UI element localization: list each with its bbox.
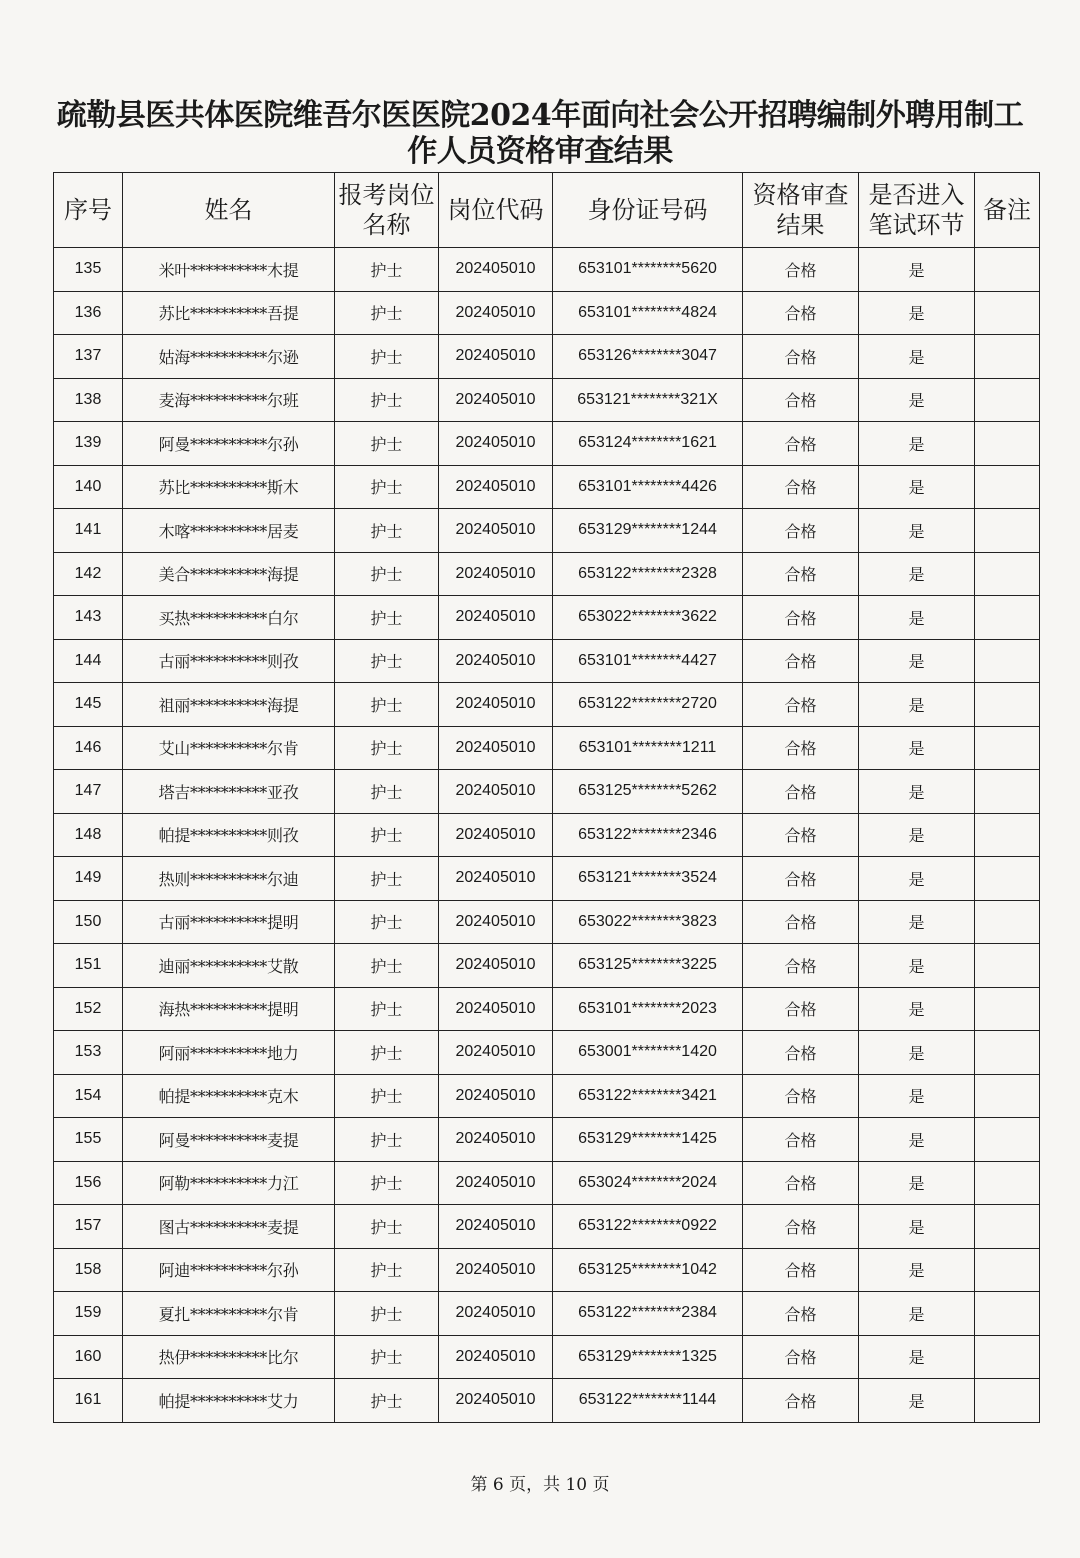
cell-code: 202405010: [439, 944, 553, 988]
cell-code: 202405010: [439, 1205, 553, 1249]
cell-position: 护士: [335, 987, 439, 1031]
cell-id: 653122********2720: [553, 683, 743, 727]
cell-name: 阿迪**********尔孙: [123, 1248, 335, 1292]
cell-id: 653129********1425: [553, 1118, 743, 1162]
cell-written-exam: 是: [859, 857, 975, 901]
cell-position: 护士: [335, 1335, 439, 1379]
cell-note: [975, 248, 1040, 292]
cell-name: 苏比**********斯木: [123, 465, 335, 509]
cell-position: 护士: [335, 857, 439, 901]
cell-index: 139: [54, 422, 123, 466]
table-row: [54, 1335, 1040, 1379]
header-result: 资格审查结果: [743, 173, 859, 248]
cell-id: 653125********5262: [553, 770, 743, 814]
cell-name: 夏扎**********尔肯: [123, 1292, 335, 1336]
cell-code: 202405010: [439, 465, 553, 509]
table-row: [54, 422, 1040, 466]
cell-code: 202405010: [439, 335, 553, 379]
cell-index: 137: [54, 335, 123, 379]
cell-id: 653122********3421: [553, 1074, 743, 1118]
cell-code: 202405010: [439, 1248, 553, 1292]
cell-position: 护士: [335, 291, 439, 335]
cell-position: 护士: [335, 1292, 439, 1336]
cell-index: 154: [54, 1074, 123, 1118]
table-row: [54, 378, 1040, 422]
table-row: [54, 770, 1040, 814]
cell-result: 合格: [743, 944, 859, 988]
cell-note: [975, 291, 1040, 335]
cell-written-exam: 是: [859, 422, 975, 466]
header-id: 身份证号码: [553, 173, 743, 248]
cell-note: [975, 1205, 1040, 1249]
cell-index: 146: [54, 726, 123, 770]
cell-code: 202405010: [439, 509, 553, 553]
cell-index: 141: [54, 509, 123, 553]
table-row: [54, 857, 1040, 901]
page-footer: 第 6 页，共 10 页: [470, 1475, 610, 1495]
cell-written-exam: 是: [859, 726, 975, 770]
cell-index: 159: [54, 1292, 123, 1336]
table-row: [54, 1379, 1040, 1423]
cell-note: [975, 639, 1040, 683]
cell-written-exam: 是: [859, 1074, 975, 1118]
cell-result: 合格: [743, 770, 859, 814]
cell-name: 木喀**********居麦: [123, 509, 335, 553]
cell-position: 护士: [335, 422, 439, 466]
cell-name: 热伊**********比尔: [123, 1335, 335, 1379]
table-row: [54, 1074, 1040, 1118]
cell-code: 202405010: [439, 726, 553, 770]
cell-written-exam: 是: [859, 1031, 975, 1075]
cell-position: 护士: [335, 726, 439, 770]
table-row: [54, 683, 1040, 727]
cell-code: 202405010: [439, 900, 553, 944]
table-row: [54, 596, 1040, 640]
cell-name: 阿曼**********麦提: [123, 1118, 335, 1162]
cell-id: 653125********1042: [553, 1248, 743, 1292]
cell-id: 653001********1420: [553, 1031, 743, 1075]
cell-result: 合格: [743, 683, 859, 727]
cell-name: 祖丽**********海提: [123, 683, 335, 727]
cell-result: 合格: [743, 1074, 859, 1118]
table-row: [54, 944, 1040, 988]
cell-index: 156: [54, 1161, 123, 1205]
table-row: [54, 291, 1040, 335]
cell-result: 合格: [743, 1161, 859, 1205]
cell-id: 653101********4824: [553, 291, 743, 335]
cell-position: 护士: [335, 1118, 439, 1162]
title-line-1: 疏勒县医共体医院维吾尔医医院2024年面向社会公开招聘编制外聘用制工: [56, 98, 1024, 133]
cell-name: 热则**********尔迪: [123, 857, 335, 901]
cell-name: 阿丽**********地力: [123, 1031, 335, 1075]
cell-written-exam: 是: [859, 596, 975, 640]
table-row: [54, 987, 1040, 1031]
cell-id: 653024********2024: [553, 1161, 743, 1205]
cell-note: [975, 552, 1040, 596]
cell-name: 古丽**********则孜: [123, 639, 335, 683]
cell-name: 阿曼**********尔孙: [123, 422, 335, 466]
cell-position: 护士: [335, 1161, 439, 1205]
cell-position: 护士: [335, 378, 439, 422]
cell-position: 护士: [335, 248, 439, 292]
cell-position: 护士: [335, 1379, 439, 1423]
cell-written-exam: 是: [859, 987, 975, 1031]
cell-index: 145: [54, 683, 123, 727]
header-code: 岗位代码: [439, 173, 553, 248]
cell-name: 帕提**********则孜: [123, 813, 335, 857]
cell-written-exam: 是: [859, 683, 975, 727]
table-row: [54, 1292, 1040, 1336]
cell-name: 阿勒**********力江: [123, 1161, 335, 1205]
cell-position: 护士: [335, 813, 439, 857]
cell-written-exam: 是: [859, 944, 975, 988]
cell-note: [975, 813, 1040, 857]
cell-index: 155: [54, 1118, 123, 1162]
cell-name: 麦海**********尔班: [123, 378, 335, 422]
cell-position: 护士: [335, 1248, 439, 1292]
cell-note: [975, 1379, 1040, 1423]
cell-index: 144: [54, 639, 123, 683]
cell-index: 158: [54, 1248, 123, 1292]
cell-code: 202405010: [439, 422, 553, 466]
table-row: [54, 1248, 1040, 1292]
cell-written-exam: 是: [859, 813, 975, 857]
cell-code: 202405010: [439, 248, 553, 292]
table-row: [54, 1161, 1040, 1205]
cell-code: 202405010: [439, 596, 553, 640]
cell-written-exam: 是: [859, 335, 975, 379]
cell-written-exam: 是: [859, 770, 975, 814]
cell-code: 202405010: [439, 1292, 553, 1336]
cell-code: 202405010: [439, 552, 553, 596]
cell-position: 护士: [335, 596, 439, 640]
cell-index: 149: [54, 857, 123, 901]
cell-result: 合格: [743, 1205, 859, 1249]
cell-result: 合格: [743, 1118, 859, 1162]
cell-note: [975, 378, 1040, 422]
cell-written-exam: 是: [859, 509, 975, 553]
cell-position: 护士: [335, 1031, 439, 1075]
cell-note: [975, 857, 1040, 901]
cell-code: 202405010: [439, 1118, 553, 1162]
qualification-table: [53, 172, 1040, 1423]
cell-result: 合格: [743, 596, 859, 640]
cell-note: [975, 1074, 1040, 1118]
cell-index: 148: [54, 813, 123, 857]
cell-result: 合格: [743, 1031, 859, 1075]
cell-id: 653124********1621: [553, 422, 743, 466]
cell-note: [975, 1161, 1040, 1205]
cell-written-exam: 是: [859, 1205, 975, 1249]
cell-note: [975, 465, 1040, 509]
cell-note: [975, 1248, 1040, 1292]
cell-index: 136: [54, 291, 123, 335]
header-written-exam: 是否进入笔试环节: [859, 173, 975, 248]
cell-written-exam: 是: [859, 465, 975, 509]
cell-name: 买热**********白尔: [123, 596, 335, 640]
cell-id: 653101********2023: [553, 987, 743, 1031]
cell-id: 653129********1244: [553, 509, 743, 553]
cell-result: 合格: [743, 465, 859, 509]
cell-code: 202405010: [439, 770, 553, 814]
header-name: 姓名: [123, 173, 335, 248]
cell-position: 护士: [335, 335, 439, 379]
cell-code: 202405010: [439, 1031, 553, 1075]
cell-position: 护士: [335, 683, 439, 727]
cell-name: 海热**********提明: [123, 987, 335, 1031]
cell-index: 140: [54, 465, 123, 509]
cell-index: 150: [54, 900, 123, 944]
cell-index: 142: [54, 552, 123, 596]
cell-note: [975, 1118, 1040, 1162]
cell-written-exam: 是: [859, 291, 975, 335]
cell-written-exam: 是: [859, 1248, 975, 1292]
cell-index: 138: [54, 378, 123, 422]
cell-result: 合格: [743, 552, 859, 596]
cell-note: [975, 683, 1040, 727]
cell-code: 202405010: [439, 857, 553, 901]
cell-id: 653129********1325: [553, 1335, 743, 1379]
cell-position: 护士: [335, 1074, 439, 1118]
document-title: [40, 98, 1040, 170]
cell-code: 202405010: [439, 1379, 553, 1423]
cell-index: 160: [54, 1335, 123, 1379]
cell-note: [975, 509, 1040, 553]
cell-index: 135: [54, 248, 123, 292]
cell-name: 姑海**********尔逊: [123, 335, 335, 379]
cell-position: 护士: [335, 1205, 439, 1249]
cell-name: 苏比**********吾提: [123, 291, 335, 335]
table-header: [54, 173, 1040, 248]
cell-note: [975, 726, 1040, 770]
cell-note: [975, 1031, 1040, 1075]
table-row: [54, 1031, 1040, 1075]
cell-index: 152: [54, 987, 123, 1031]
cell-id: 653022********3823: [553, 900, 743, 944]
cell-written-exam: 是: [859, 1335, 975, 1379]
cell-name: 艾山**********尔肯: [123, 726, 335, 770]
cell-id: 653122********0922: [553, 1205, 743, 1249]
cell-note: [975, 1292, 1040, 1336]
cell-code: 202405010: [439, 1074, 553, 1118]
cell-name: 米叶**********木提: [123, 248, 335, 292]
table-row: [54, 509, 1040, 553]
cell-result: 合格: [743, 291, 859, 335]
title-line-2: 作人员资格审查结果: [407, 134, 673, 169]
cell-result: 合格: [743, 987, 859, 1031]
cell-code: 202405010: [439, 378, 553, 422]
cell-written-exam: 是: [859, 1379, 975, 1423]
table-row: [54, 248, 1040, 292]
cell-written-exam: 是: [859, 552, 975, 596]
cell-position: 护士: [335, 770, 439, 814]
table-row: [54, 552, 1040, 596]
cell-id: 653101********5620: [553, 248, 743, 292]
cell-id: 653122********2384: [553, 1292, 743, 1336]
table-body: [54, 248, 1040, 1423]
cell-name: 帕提**********克木: [123, 1074, 335, 1118]
cell-position: 护士: [335, 900, 439, 944]
cell-position: 护士: [335, 639, 439, 683]
cell-name: 美合**********海提: [123, 552, 335, 596]
cell-result: 合格: [743, 726, 859, 770]
cell-code: 202405010: [439, 683, 553, 727]
cell-id: 653122********2346: [553, 813, 743, 857]
cell-name: 迪丽**********艾散: [123, 944, 335, 988]
table-row: [54, 1118, 1040, 1162]
table-row: [54, 813, 1040, 857]
cell-note: [975, 944, 1040, 988]
cell-result: 合格: [743, 1248, 859, 1292]
cell-index: 157: [54, 1205, 123, 1249]
cell-id: 653101********1211: [553, 726, 743, 770]
cell-position: 护士: [335, 509, 439, 553]
cell-position: 护士: [335, 944, 439, 988]
cell-note: [975, 987, 1040, 1031]
cell-result: 合格: [743, 248, 859, 292]
cell-written-exam: 是: [859, 378, 975, 422]
cell-result: 合格: [743, 509, 859, 553]
cell-index: 143: [54, 596, 123, 640]
header-note: 备注: [975, 173, 1040, 248]
cell-note: [975, 422, 1040, 466]
cell-id: 653022********3622: [553, 596, 743, 640]
cell-position: 护士: [335, 465, 439, 509]
cell-result: 合格: [743, 1292, 859, 1336]
cell-note: [975, 770, 1040, 814]
cell-written-exam: 是: [859, 248, 975, 292]
cell-written-exam: 是: [859, 900, 975, 944]
cell-result: 合格: [743, 1379, 859, 1423]
cell-id: 653122********1144: [553, 1379, 743, 1423]
cell-position: 护士: [335, 552, 439, 596]
table-row: [54, 639, 1040, 683]
table-row: [54, 900, 1040, 944]
cell-id: 653125********3225: [553, 944, 743, 988]
cell-result: 合格: [743, 639, 859, 683]
cell-index: 151: [54, 944, 123, 988]
cell-id: 653121********321X: [553, 378, 743, 422]
cell-note: [975, 1335, 1040, 1379]
cell-result: 合格: [743, 900, 859, 944]
header-position: 报考岗位名称: [335, 173, 439, 248]
cell-written-exam: 是: [859, 1118, 975, 1162]
cell-written-exam: 是: [859, 1161, 975, 1205]
cell-id: 653126********3047: [553, 335, 743, 379]
cell-written-exam: 是: [859, 639, 975, 683]
cell-name: 图古**********麦提: [123, 1205, 335, 1249]
cell-note: [975, 900, 1040, 944]
cell-id: 653121********3524: [553, 857, 743, 901]
cell-index: 153: [54, 1031, 123, 1075]
table-row: [54, 1205, 1040, 1249]
cell-result: 合格: [743, 422, 859, 466]
cell-code: 202405010: [439, 813, 553, 857]
cell-name: 古丽**********提明: [123, 900, 335, 944]
cell-note: [975, 335, 1040, 379]
cell-result: 合格: [743, 378, 859, 422]
cell-note: [975, 596, 1040, 640]
cell-index: 161: [54, 1379, 123, 1423]
cell-code: 202405010: [439, 1335, 553, 1379]
cell-name: 帕提**********艾力: [123, 1379, 335, 1423]
header-index: 序号: [54, 173, 123, 248]
cell-index: 147: [54, 770, 123, 814]
cell-id: 653101********4426: [553, 465, 743, 509]
table-row: [54, 465, 1040, 509]
cell-result: 合格: [743, 335, 859, 379]
cell-name: 塔吉**********亚孜: [123, 770, 335, 814]
cell-code: 202405010: [439, 987, 553, 1031]
cell-code: 202405010: [439, 291, 553, 335]
table-row: [54, 335, 1040, 379]
cell-result: 合格: [743, 813, 859, 857]
cell-id: 653122********2328: [553, 552, 743, 596]
table-row: [54, 726, 1040, 770]
cell-result: 合格: [743, 1335, 859, 1379]
cell-result: 合格: [743, 857, 859, 901]
cell-code: 202405010: [439, 639, 553, 683]
cell-id: 653101********4427: [553, 639, 743, 683]
cell-written-exam: 是: [859, 1292, 975, 1336]
cell-code: 202405010: [439, 1161, 553, 1205]
